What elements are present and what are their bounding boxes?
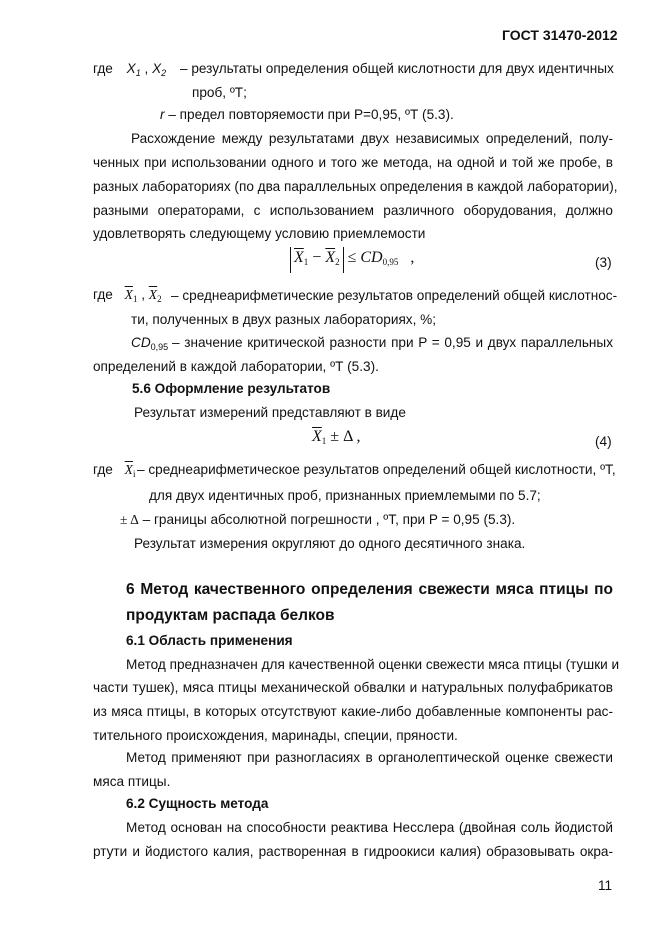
block2-line2: ти, полученных в двух разных лабораториях, %;: [131, 312, 437, 327]
sec61-line3: из мяса птицы, в которых отсутствуют какие-либо добавленные компоненты рас-: [93, 704, 613, 719]
var-x1: $X_1$: [126, 61, 141, 78]
block2-line1: – среднеарифметические результатов определений общей кислотнос-: [171, 288, 618, 303]
where-block-2: где $\overline{X}_1$ , $\overline{X}_2$: [93, 287, 162, 304]
r-text: – предел повторяемости при P=0,95, ºТ (5.3).: [168, 107, 454, 122]
block3-line1: – среднеарифметическое результатов определений общей кислотности, ºТ,: [137, 462, 616, 477]
section-title-6-line1: 6 Метод качественного определения свежести мяса птицы по: [126, 581, 613, 598]
sec61-line6: мяса птицы.: [93, 774, 171, 789]
formula-4: $\overline{X}_1 \pm \Delta$ ,: [312, 428, 361, 446]
cd-symbol: $CD_{0,95}$: [131, 335, 169, 352]
section-heading-5-6: 5.6 Оформление результатов: [132, 381, 331, 396]
where-block-1: где $X_1$ , $X_2$: [93, 61, 167, 78]
para1-line2: ченных при использовании одного и того же метода, на одной и той же пробе, в: [93, 155, 613, 170]
block2-line4: определений в каждой лаборатории, ºТ (5.3).: [93, 359, 379, 374]
block1-line1: – результаты определения общей кислотности для двух идентичных: [180, 61, 614, 76]
formula-3: $\overline{X}_1 - \overline{X}_2 \le CD_{0,95}$ ,: [290, 247, 414, 273]
section-heading-6-2: 6.2 Сущность метода: [126, 796, 269, 811]
block3-line4: Результат измерения округляют до одного десятичного знака.: [134, 536, 526, 551]
sec62-line2: ртути и йодистого калия, растворенная в гидроокиси калия) образовывать окра-: [93, 844, 613, 859]
sec61-line1: Метод предназначен для качественной оценки свежести мяса птицы (тушки и: [126, 657, 620, 672]
para1-line5: удовлетворять следующему условию приемлемости: [93, 226, 426, 241]
sec61-line5: Метод применяют при разногласиях в органолептической оценке свежести: [126, 750, 613, 765]
sec62-line1: Метод основан на способности реактива Несслера (двойная соль йодистой: [126, 820, 613, 835]
section-title-6-line2: продуктам распада белков: [126, 607, 335, 624]
page-number: 11: [598, 878, 613, 893]
para1-line3: разных лабораториях (по два параллельных определения в каждой лаборатории),: [93, 179, 618, 194]
equation-number-3: (3): [595, 255, 612, 270]
sec61-line4: тительного происхождения, маринады, специи, пряности.: [93, 728, 458, 743]
block3-line2: для двух идентичных проб, признанных приемлемыми по 5.7;: [149, 488, 541, 503]
para1-line1: Расхождение между результатами двух независимых определений, полу-: [131, 131, 613, 146]
block3-line3: ± Δ – границы абсолютной погрешности , ºТ, при P = 0,95 (5.3).: [120, 512, 516, 527]
section-heading-6-1: 6.1 Область применения: [126, 633, 293, 648]
para1-line4: разными операторами, с использованием различного оборудования, должно: [93, 203, 613, 218]
sec56-text: Результат измерений представляют в виде: [134, 405, 406, 420]
document-code: ГОСТ 31470-2012: [502, 27, 618, 43]
block2-line3: – значение критической разности при P = 0,95 и двух параллельных: [172, 335, 613, 350]
block1-line2: проб, ºТ;: [192, 85, 247, 100]
var-r: r: [160, 107, 165, 122]
where-word: где: [93, 61, 113, 76]
equation-number-4: (4): [595, 434, 612, 449]
block1-r-line: [160, 107, 454, 122]
sec61-line2: части тушек), мяса птицы механической обвалки и натуральных полуфабрикатов: [93, 680, 613, 695]
where-block-3: где $\overline{X}_i$: [93, 462, 136, 479]
var-x2: $X_2$: [152, 61, 167, 78]
